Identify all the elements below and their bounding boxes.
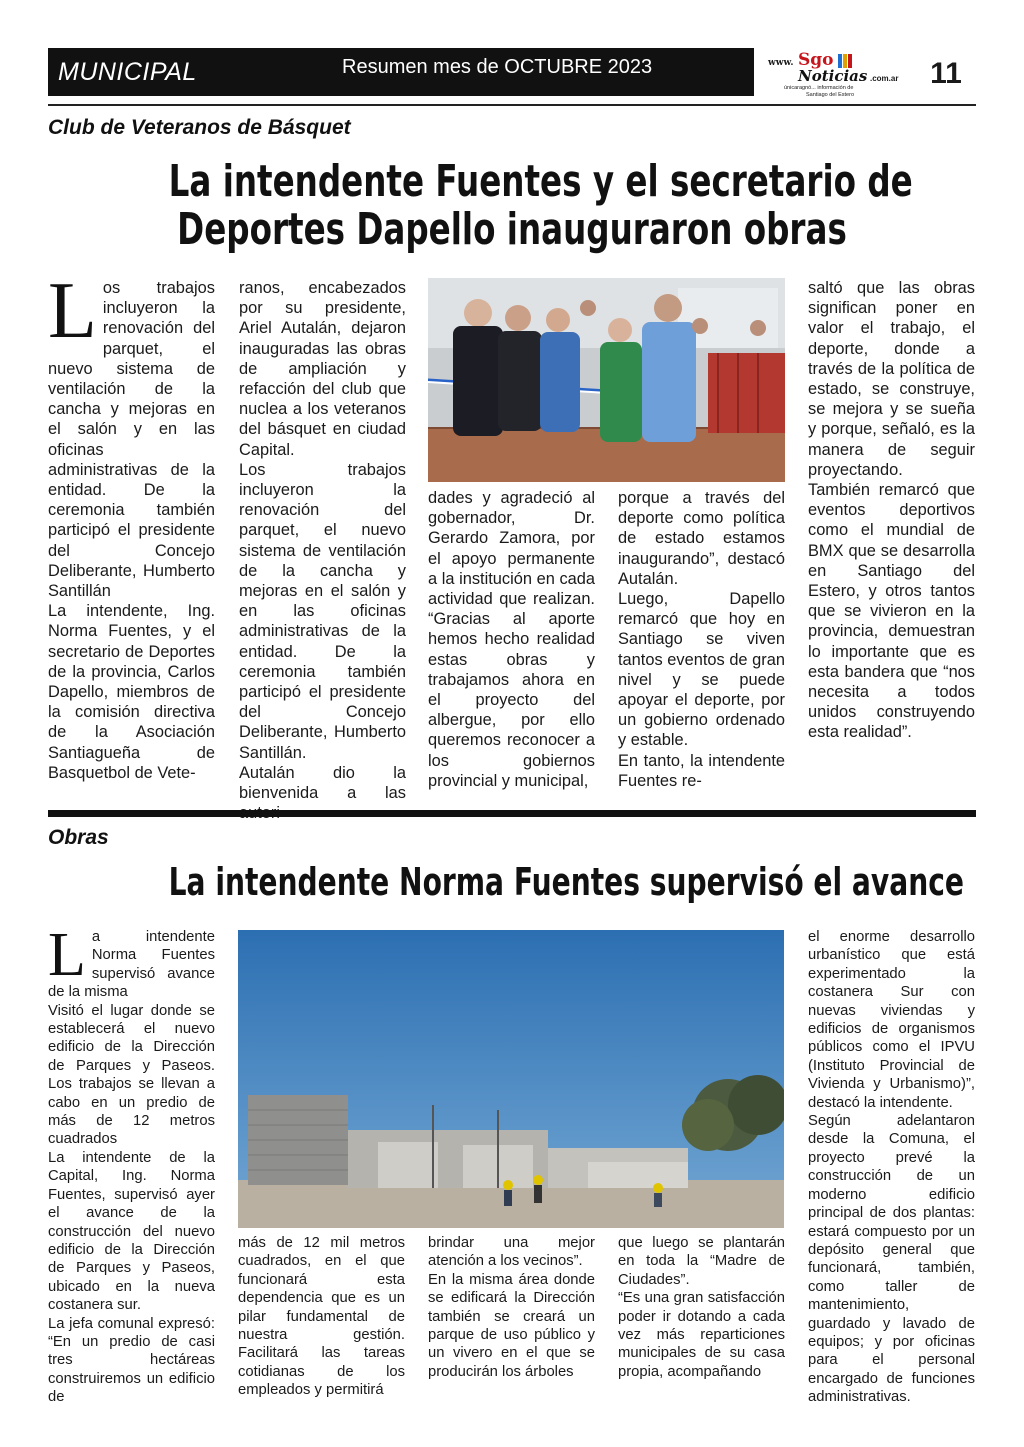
logo-brand-top: Sgo [798, 50, 834, 70]
logo-tagline-2: Santiago del Estero [806, 92, 855, 98]
article1-column-4 [618, 488, 785, 791]
article2-col2-para1: más de 12 mil metros cuadrados, en el que funcionará esta dependencia que es un pilar fundamental de nuestra gestión. Facilitará las tareas cotidianas de los empleados y permitirá [238, 1235, 405, 1399]
publication-logo [762, 48, 912, 100]
article2-col3-para2: En la misma área donde se edificará la Dirección también se creará un parque de uso público y un vivero en el que se producirán los árboles [428, 1271, 595, 1380]
article2-column-1 [48, 921, 215, 1407]
article1-column-5 [808, 278, 975, 743]
article2-col4-para1: que luego se plantarán en toda la “Madre de Ciudades”. [618, 1235, 785, 1288]
article1-col4-para3: En tanto, la intendente Fuentes re- [618, 751, 785, 790]
section-divider [48, 810, 976, 817]
logo-brand-bottom: Noticias [798, 67, 868, 85]
article2-column-2 [238, 1234, 405, 1400]
article2-col4-para2: “Es una gran satisfacción poder ir dotando a cada vez más reparticiones municipales de su casa propia, acompañando [618, 1290, 785, 1380]
article1-col2-para2: Los trabajos incluyeron la renovación del parquet, el nuevo sistema de ventilación de la cancha y mejoras en el salón y en las oficinas administrativas de la entidad. De la ceremonia también participó el presidente del Concejo Deliberante, Humberto Santillán. [239, 460, 406, 762]
construction-photo-image [238, 930, 784, 1228]
article1-column-3 [428, 488, 595, 791]
article2-headline: La intendente Norma Fuentes supervisó el avance [168, 860, 964, 904]
logo-tagline-1: únicaragnó... información de [784, 85, 854, 91]
logo-domain: .com.ar [870, 74, 899, 83]
page-number: 11 [930, 57, 962, 90]
inauguration-photo [428, 278, 785, 482]
article2-column-5 [808, 928, 975, 1407]
flag-icon [838, 54, 852, 68]
article1-column-1 [48, 267, 215, 783]
article1-col5-para2: También remarcó que eventos deportivos como el mundial de BMX que se desarrolla en Santiago del Estero, y otros tantos que se vivieron en la provincia, demuestran lo importante que es esta bandera que “nos necesita a todos unidos construyendo esta realidad”. [808, 481, 975, 742]
article2-kicker: Obras [48, 826, 109, 849]
article2-col1-para3: La intendente de la Capital, Ing. Norma Fuentes, supervisó ayer el avance de la construcción del nuevo edificio de la Dirección de Parques y Paseos, ubicado en la nueva costanera sur. [48, 1149, 215, 1314]
article2-col1-para1: a intendente Norma Fuentes supervisó avance de la misma [48, 929, 215, 1001]
article2-col1-para4: La jefa comunal expresó: “En un predio de casi tres hectáreas construiremos un edificio de [48, 1315, 215, 1406]
article1-dropcap: L [48, 267, 97, 355]
article1-headline-line2: Deportes Dapello inauguraron obras [177, 204, 847, 255]
article1-col5-para1: saltó que las obras significan poner en valor el trabajo, el deporte, donde a través de la política de estado, se construye, se mejora y se sueña y porque, señaló, es la manera de seguir proyectando. [808, 279, 975, 479]
construction-photo [238, 930, 784, 1228]
article2-col5-para2: Según adelantaron desde la Comuna, el proyecto prevé la construcción de un moderno edificio principal de dos plantas: estará compuesto por un depósito general que funcionará, también, como taller de mantenimiento, guardado y lavado de equipos; y por oficinas para el personal encargado de funciones administrativas. [808, 1113, 975, 1406]
article1-col4-para2: Luego, Dapello remarcó que hoy en Santiago se viven tantos eventos de gran nivel y se puede apoyar el deporte, por un gobierno ordenado y estable. [618, 590, 785, 750]
section-header-bar [48, 48, 754, 96]
section-name: MUNICIPAL [58, 58, 197, 86]
article2-column-3 [428, 1234, 595, 1381]
article2-col5-para1: el enorme desarrollo urbanístico que está experimentado la costanera Sur con nuevas viviendas y edificios de organismos públicos como el IPVU (Instituto Provincial de Vivienda y Urbanismo)”, destacó la intendente. [808, 929, 975, 1111]
article1-column-2 [239, 278, 406, 823]
article1-headline-line1: La intendente Fuentes y el secretario de [168, 156, 913, 207]
issue-summary: Resumen mes de OCTUBRE 2023 [342, 56, 653, 78]
article1-col1-para2: La intendente, Ing. Norma Fuentes, y el secretario de Deportes de la provincia, Carlos Dapello, miembros de la comisión directiva de la Asociación Santiagueña de Basquetbol de Vete- [48, 602, 215, 782]
article2-dropcap: L [48, 921, 86, 989]
article1-col3-para1: dades y agradeció al gobernador, Dr. Gerardo Zamora, por el apoyo permanente a la institución en cada actividad que realizan. “Gracias al aporte hemos hecho realidad estas obras y trabajamos ahora en el proyecto del albergue, por ello queremos reconocer a los gobiernos provincial y municipal, [428, 489, 595, 790]
logo-www: www. [768, 58, 794, 68]
article1-kicker: Club de Veteranos de Básquet [48, 116, 351, 139]
header-divider [48, 104, 976, 106]
article1-col4-para1: porque a través del deporte como política de estado estamos inaugurando”, destacó Autalán. [618, 489, 785, 588]
article1-col2-para1: ranos, encabezados por su presidente, Ariel Autalán, dejaron inauguradas las obras de ampliación y refacción del club que nuclea a los veteranos del básquet en ciudad Capital. [239, 279, 406, 459]
inauguration-photo-image [428, 278, 785, 482]
article2-col1-para2: Visitó el lugar donde se establecerá el nuevo edificio de la Dirección de Parques y Paseos. Los trabajos se llevan a cabo en un predio de más de 12 metros cuadrados [48, 1002, 215, 1148]
article1-col2-para3: Autalán dio la bienvenida a las [239, 763, 406, 803]
article2-col3-para1: brindar una mejor atención a los vecinos”. [428, 1235, 595, 1270]
article2-column-4 [618, 1234, 785, 1381]
article1-headline [168, 156, 913, 255]
article1-col1-para1: os trabajos incluyeron la renovación del parquet, el nuevo sistema de ventilación de la cancha y mejoras en el salón y en las oficinas administrativas de la entidad. De la ceremonia también participó el presidente del Concejo Deliberante, Humberto Santillán [48, 279, 215, 601]
